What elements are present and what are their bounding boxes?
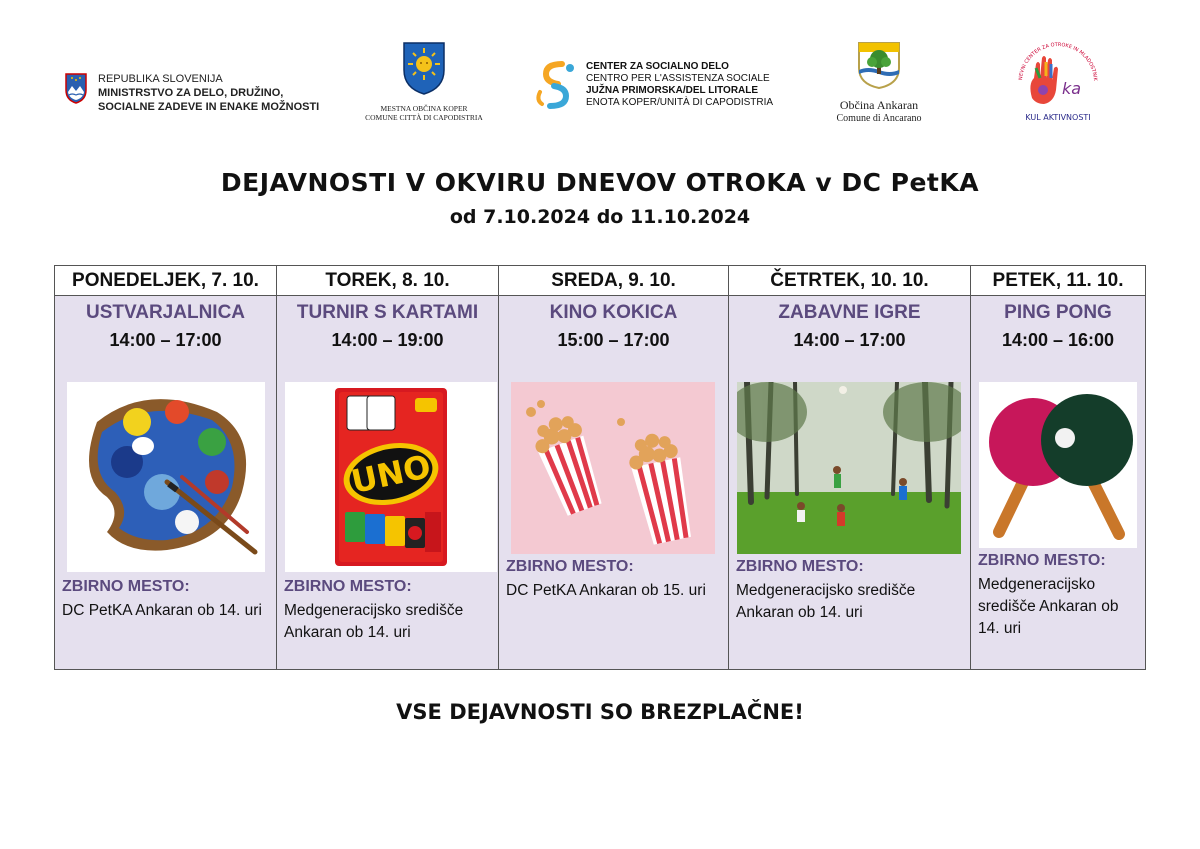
koper-logo [360,40,488,122]
activity-time: 14:00 – 17:00 [109,330,222,350]
koper-line2: COMUNE CITTÀ DI CAPODISTRIA [365,113,483,122]
day-cell [971,296,1145,669]
uno-card-box-icon [285,382,497,572]
meeting-label: ZBIRNO MESTO: [978,552,1106,569]
popcorn-icon [511,382,715,554]
meeting-place: Medgeneracijsko središče Ankaran ob 14. uri [978,576,1119,637]
day-cell [277,296,498,669]
day-column-thursday [729,266,971,669]
activity-time: 15:00 – 17:00 [557,330,670,350]
social-center-logo [532,58,773,112]
social-center-line3: JUŽNA PRIMORSKA/DEL LITORALE [586,85,759,96]
day-column-monday [55,266,277,669]
day-cell [55,296,276,669]
ankaran-line1: Občina Ankaran [839,98,919,112]
meeting-label: ZBIRNO MESTO: [62,578,190,595]
page-title: DEJAVNOSTI V OKVIRU DNEVOV OTROKA v DC PetKA [220,168,980,197]
date-range: od 7.10.2024 do 11.10.2024 [449,206,751,228]
ministry-line1: REPUBLIKA SLOVENIJA [98,73,223,85]
koper-line1: MESTNA OBČINA KOPER [380,104,468,113]
activity-title: USTVARJALNICA [85,302,246,323]
day-column-tuesday [277,266,499,669]
uno-wordmark: UNO [347,447,435,501]
ministry-line3: SOCIALNE ZADEVE IN ENAKE MOŽNOSTI [98,101,320,113]
popcorn-image [511,382,715,554]
slovenia-crest-icon [64,72,88,104]
petka-hand-logo-icon [1010,38,1106,130]
activity-time: 14:00 – 17:00 [793,330,906,350]
meeting-label: ZBIRNO MESTO: [284,578,412,595]
ministry-logo [64,72,319,114]
social-center-line1: CENTER ZA SOCIALNO DELO [586,61,729,72]
petka-bottom-text: KUL AKTIVNOSTI [1025,113,1091,122]
meeting-label: ZBIRNO MESTO: [506,558,634,575]
paint-palette-icon [67,382,265,572]
koper-crest-icon [401,40,447,96]
social-center-icon [532,58,580,112]
hand-icon [1030,56,1058,104]
meeting-place: Medgeneracijsko središče Ankaran ob 14. uri [736,582,916,621]
activity-title: TURNIR S KARTAMI [296,302,479,323]
day-header: SREDA, 9. 10. [499,266,728,296]
day-header: ČETRTEK, 10. 10. [729,266,970,296]
day-header: TOREK, 8. 10. [277,266,498,296]
schedule-table [54,265,1146,670]
day-header: PETEK, 11. 10. [971,266,1145,296]
activity-title: PING PONG [1004,302,1112,323]
ankaran-line2: Comune di Ancarano [836,113,922,124]
day-cell [499,296,728,669]
meeting-label: ZBIRNO MESTO: [736,558,864,575]
social-center-line4: ENOTA KOPER/UNITÀ DI CAPODISTRIA [586,97,774,108]
day-header: PONEDELJEK, 7. 10. [55,266,276,296]
paint-palette-image [67,382,265,572]
day-column-wednesday [499,266,729,669]
meeting-place: Medgeneracijsko središče Ankaran ob 14. uri [284,602,464,641]
ankaran-logo [824,40,934,124]
uno-box-image [285,382,497,572]
logo-row [60,38,1150,134]
ping-pong-image [979,382,1137,548]
kids-playing-image [737,382,961,554]
petka-logo [1010,38,1106,130]
petka-mark-text: ka [1062,79,1082,98]
day-column-friday [971,266,1145,669]
kids-in-forest-icon [737,382,961,554]
activity-title: KINO KOKICA [549,302,678,323]
free-activities-note: VSE DEJAVNOSTI SO BREZPLAČNE! [396,700,804,724]
day-cell [729,296,970,669]
ankaran-crest-icon [856,40,902,90]
petka-arc-text: NEVNI CENTER ZA OTROKE IN MLADOSTNIK [1018,41,1099,82]
activity-title: ZABAVNE IGRE [778,302,921,323]
meeting-place: DC PetKA Ankaran ob 14. uri [62,602,262,619]
activity-time: 14:00 – 16:00 [1001,330,1115,350]
ping-pong-paddles-icon [979,382,1137,548]
ministry-line2: MINISTRSTVO ZA DELO, DRUŽINO, [98,87,284,99]
social-center-line2: CENTRO PER L'ASSISTENZA SOCIALE [586,73,770,84]
meeting-place: DC PetKA Ankaran ob 15. uri [506,582,706,599]
activity-time: 14:00 – 19:00 [331,330,444,350]
